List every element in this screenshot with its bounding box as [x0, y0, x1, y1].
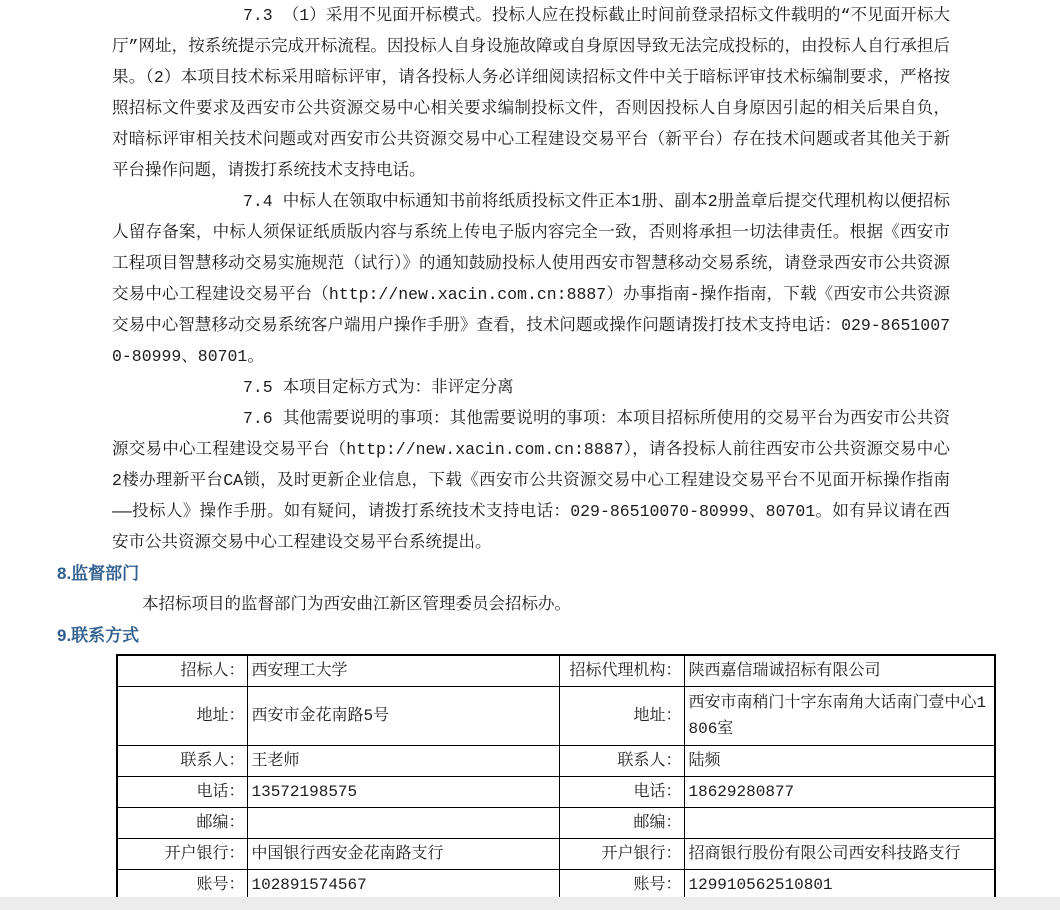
tenderer-label-cell: 招标人：: [117, 655, 247, 687]
clause-7-5: 7.5 本项目定标方式为：非评定分离: [243, 378, 514, 397]
account-left-value-cell: 102891574567: [247, 870, 559, 902]
address-right-label-cell: 地址：: [559, 687, 684, 746]
section-8-body: 本招标项目的监督部门为西安曲江新区管理委员会招标办。: [142, 595, 571, 614]
phone-right-value-cell: 18629280877: [684, 777, 995, 808]
postcode-right-label-cell: 邮编：: [559, 808, 684, 839]
postcode-right-value-cell: [684, 808, 995, 839]
bank-left-value-cell: 中国银行西安金花南路支行: [247, 839, 559, 870]
contact-left-label-cell: 联系人：: [117, 746, 247, 777]
table-row-tenderer: [117, 655, 995, 687]
agency-value-cell: 陕西嘉信瑞诚招标有限公司: [684, 655, 995, 687]
table-row-contact-person: [117, 746, 995, 777]
contact-left-value-cell: 王老师: [247, 746, 559, 777]
table-row-phone: [117, 777, 995, 808]
contact-table: [116, 654, 996, 902]
section-9-heading: 9.联系方式: [57, 626, 140, 645]
clause-7-6: 7.6 其他需要说明的事项：其他需要说明的事项：本项目招标所使用的交易平台为西安市公共资源交易中心工程建设交易平台（http://new.xacin.com.cn:8887），请各投标人前往西安市公共资源交易中心2楼办理新平台CA锁，及时更新企业信息，下载《西安市公共资源交易中心工程建设交易平台不见面开标操作指南——投标人》操作手册。如有疑问，请拨打系统技术支持电话：029-86510070-80999、80701。如有异议请在西安市公共资源交易中心工程建设交易平台系统提出。: [112, 409, 950, 552]
table-row-bank: [117, 839, 995, 870]
bank-right-value-cell: 招商银行股份有限公司西安科技路支行: [684, 839, 995, 870]
tenderer-value-cell: 西安理工大学: [247, 655, 559, 687]
bank-right-label-cell: 开户银行：: [559, 839, 684, 870]
page-bottom-edge: [0, 897, 1060, 910]
account-right-value-cell: 129910562510801: [684, 870, 995, 902]
account-right-label-cell: 账号：: [559, 870, 684, 902]
phone-left-label-cell: 电话：: [117, 777, 247, 808]
address-left-label-cell: 地址：: [117, 687, 247, 746]
table-row-address: [117, 687, 995, 746]
section-8-heading: 8.监督部门: [57, 564, 140, 583]
table-row-postcode: [117, 808, 995, 839]
clause-7-4: 7.4 中标人在领取中标通知书前将纸质投标文件正本1册、副本2册盖章后提交代理机构以便招标人留存备案，中标人须保证纸质版内容与系统上传电子版内容完全一致，否则将承担一切法律责任。根据《西安市工程项目智慧移动交易实施规范（试行）》的通知鼓励投标人使用西安市智慧移动交易系统，请登录西安市公共资源交易中心工程建设交易平台（http://new.xacin.com.cn:8887）办事指南-操作指南，下载《西安市公共资源交易中心智慧移动交易系统客户端用户操作手册》查看，技术问题或操作问题请拨打技术支持电话：029-86510070-80999、80701。: [112, 192, 950, 366]
contact-right-value-cell: 陆频: [684, 746, 995, 777]
address-left-value-cell: 西安市金花南路5号: [247, 687, 559, 746]
postcode-left-value-cell: [247, 808, 559, 839]
contact-right-label-cell: 联系人：: [559, 746, 684, 777]
account-left-label-cell: 账号：: [117, 870, 247, 902]
phone-right-label-cell: 电话：: [559, 777, 684, 808]
agency-label-cell: 招标代理机构：: [559, 655, 684, 687]
postcode-left-label-cell: 邮编：: [117, 808, 247, 839]
address-right-value-cell: 西安市南稍门十字东南角大话南门壹中心1806室: [684, 687, 995, 746]
clause-7-3: 7.3 （1）采用不见面开标模式。投标人应在投标截止时间前登录招标文件载明的“不见面开标大厅”网址，按系统提示完成开标流程。因投标人自身设施故障或自身原因导致无法完成投标的，由投标人自行承担后果。（2）本项目技术标采用暗标评审，请各投标人务必详细阅读招标文件中关于暗标评审技术标编制要求，严格按照招标文件要求及西安市公共资源交易中心相关要求编制投标文件，否则因投标人自身原因引起的相关后果自负，对暗标评审相关技术问题或对西安市公共资源交易中心工程建设交易平台（新平台）存在技术问题或者其他关于新平台操作问题，请拨打系统技术支持电话。: [112, 6, 950, 180]
bank-left-label-cell: 开户银行：: [117, 839, 247, 870]
phone-left-value-cell: 13572198575: [247, 777, 559, 808]
